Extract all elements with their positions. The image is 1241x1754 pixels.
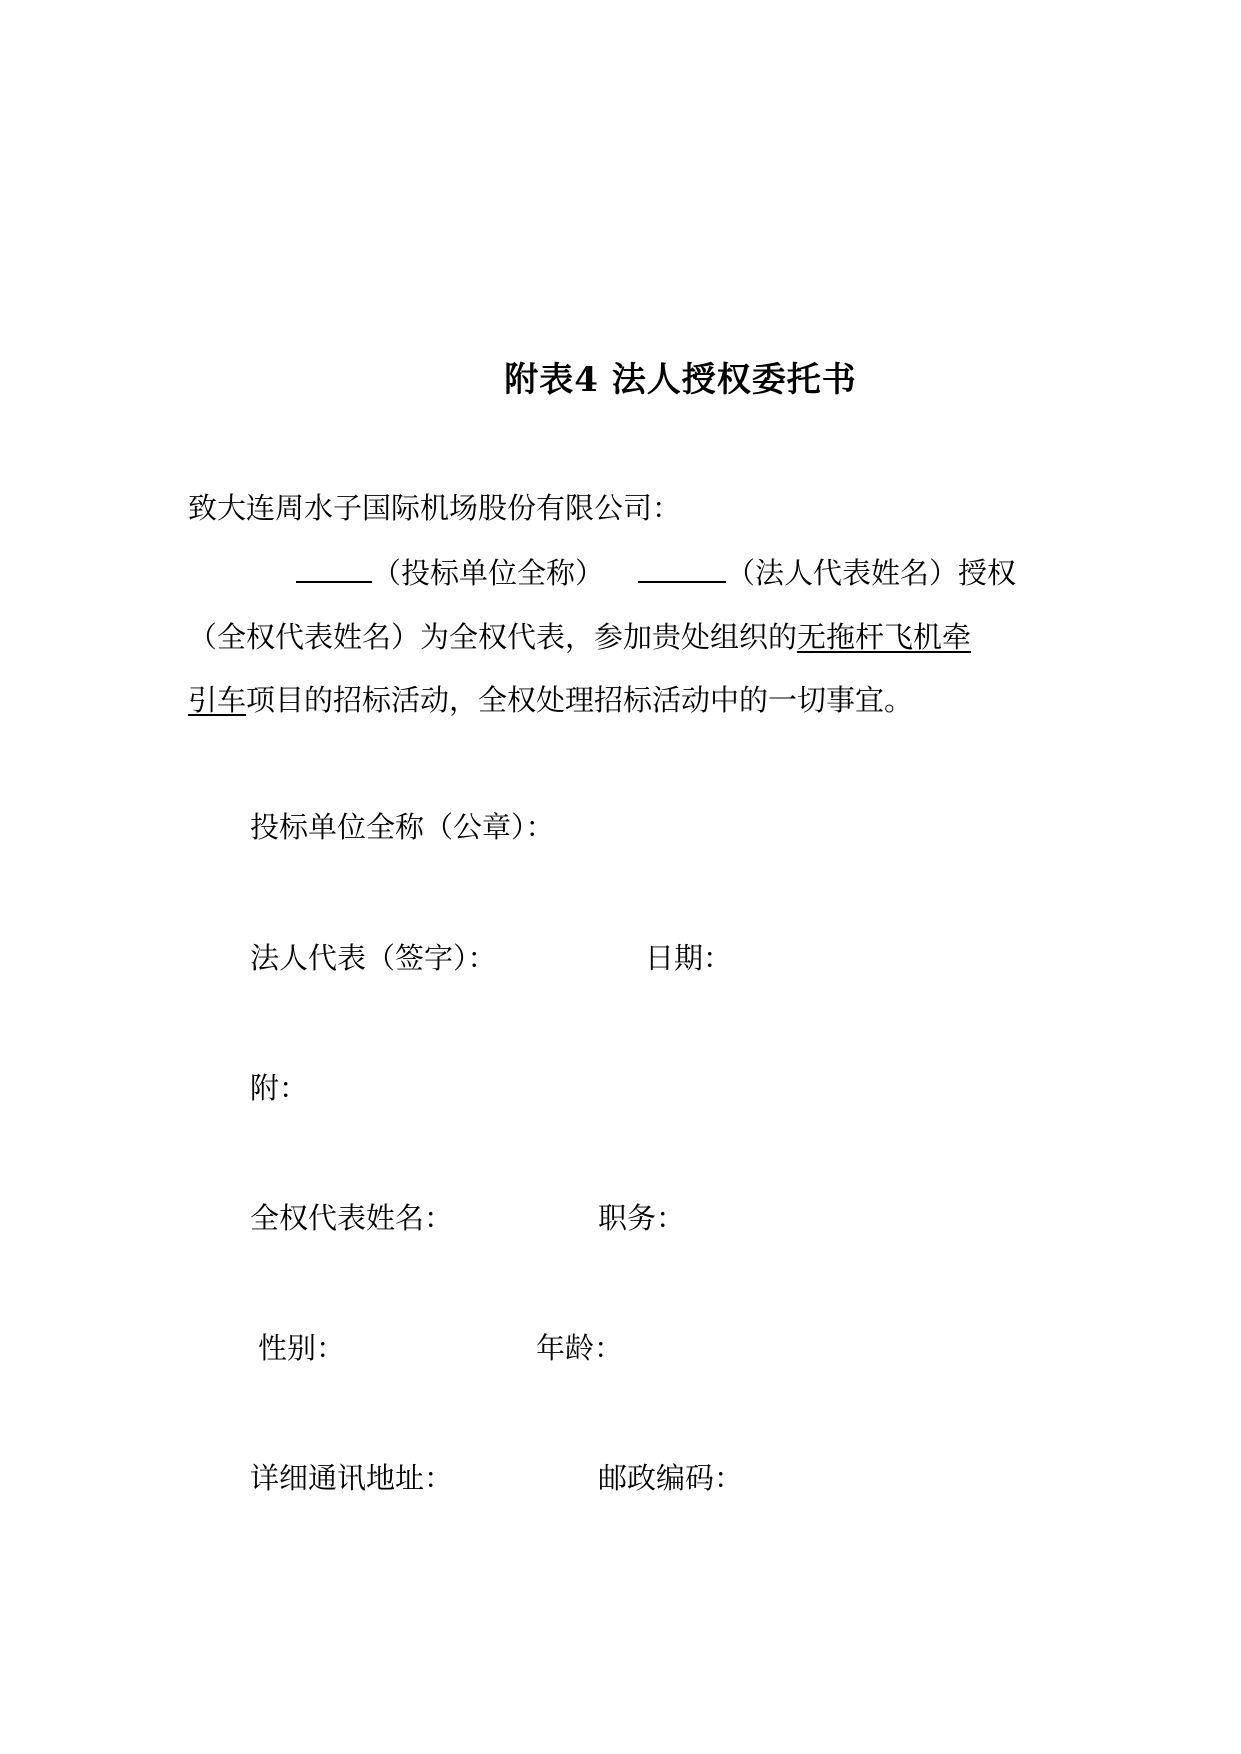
bidder-full-name-hint: （投标单位全称）: [372, 556, 605, 590]
body-line-1: [296, 553, 1016, 593]
date-label: 日期：: [645, 941, 733, 975]
body-line-2-text: （全权代表姓名）为全权代表，参加贵处组织的: [188, 620, 798, 654]
body-line-3: [188, 680, 913, 720]
body-line-2: [188, 617, 971, 657]
rep-name-label: 全权代表姓名：: [250, 1201, 454, 1235]
project-name-part1: 无拖杆飞机牵: [797, 620, 972, 654]
legal-rep-sign-label: 法人代表（签字）：: [250, 941, 497, 975]
bidder-seal-label: 投标单位全称（公章）：: [250, 810, 555, 844]
attachment-label: 附：: [250, 1071, 309, 1105]
position-label: 职务：: [598, 1201, 686, 1235]
document-title: 附表4 法人授权委托书: [504, 360, 857, 400]
salutation: 致大连周水子国际机场股份有限公司：: [188, 491, 682, 525]
address-label: 详细通讯地址：: [250, 1461, 454, 1495]
bidder-name-blank: [296, 553, 372, 583]
gender-label: 性别：: [258, 1331, 346, 1365]
legal-rep-name-blank: [638, 553, 726, 583]
legal-rep-name-hint: （法人代表姓名）授权: [726, 556, 1017, 590]
body-line-3-text: 项目的招标活动，全权处理招标活动中的一切事宜。: [246, 683, 914, 717]
project-name-part2: 引车: [188, 683, 247, 717]
postcode-label: 邮政编码：: [598, 1461, 744, 1495]
age-label: 年龄：: [536, 1331, 624, 1365]
